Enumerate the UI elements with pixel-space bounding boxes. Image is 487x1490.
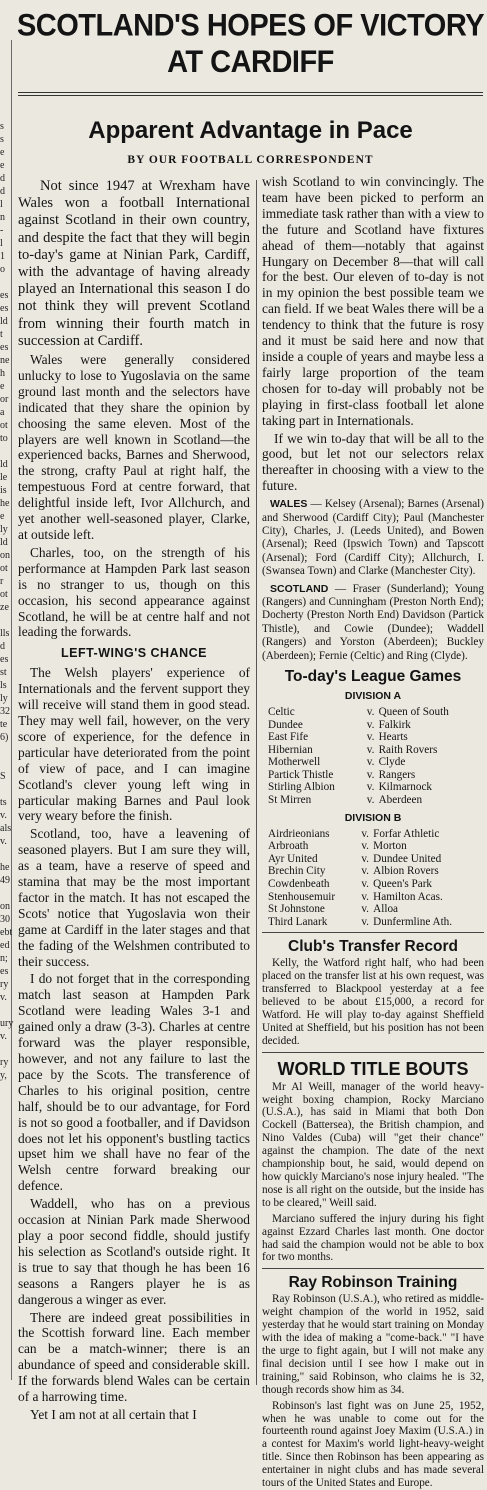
edge-fragment: h [0, 368, 5, 379]
column-divider [256, 180, 257, 1385]
body-paragraph: There are indeed great possibilities in the Scottish forward line. Each member can be a match-winner; there is an abundance of speed and considerable skill. If the forwards blend Wales can be certain of a harrowing time. [18, 1309, 250, 1405]
edge-fragment: on [0, 901, 10, 912]
edge-fragment: s [0, 121, 4, 132]
edge-fragment [0, 887, 11, 900]
fixture-row [268, 731, 478, 744]
division-a-heading: DIVISION A [344, 690, 402, 702]
edge-fragment: S [0, 771, 6, 782]
section-heading: LEFT-WING'S CHANCE [61, 646, 207, 661]
edge-fragment: le [0, 472, 8, 483]
bouts-paragraph: Marciano suffered the injury during his fight against Ezzard Charles last month. One doctor had said the champion would not be able to box for two months. [262, 1212, 484, 1264]
headline-rule-bottom [18, 95, 483, 96]
versus: v. [361, 890, 369, 903]
robinson-paragraph: Ray Robinson (U.S.A.), who retired as middle-weight champion of the world in 1952, said yesterday that he would start training on Monday with the idea of making a "come-back." "I have the urge to fight again, but I will not make any final decision until I see how I make out in training," said Robinson, who claims he is 32, though records show him as 34. [262, 1293, 484, 1396]
versus: v. [361, 852, 369, 865]
versus: v. [361, 840, 369, 853]
right-column [262, 174, 484, 1490]
away-team: Queen of South [378, 705, 449, 718]
headline-line-1: SCOTLAND'S HOPES OF VICTORY [16, 8, 485, 43]
fixture-row [268, 756, 478, 769]
away-team: Falkirk [378, 718, 411, 731]
body-paragraph: Scotland, too, have a leavening of seasoned players. But I am sure they will, as a team, have a reserve of speed and stamina that may be the most important factor in the match. It has not escaped the Scots' notice that Yugoslavia won their game at Cardiff in the later stages and that the fading of the Welshmen contributed to their success. [18, 826, 250, 969]
robinson-paragraph: Robinson's last fight was on June 25, 1952, when he was unable to come out for the fourteenth round against Joey Maxim (U.S.A.) in a contest for Maxim's world light-heavy-weight title. Since then Robinson has been appearing as entertainer in night clubs and has made several tours of the United States and Europe. [262, 1399, 484, 1490]
edge-fragment: d [0, 186, 5, 197]
edge-fragment: ly [0, 693, 8, 704]
subheadline: Apparent Advantage in Pace [88, 117, 413, 144]
transfer-title: Club's Transfer Record [288, 938, 458, 956]
scotland-lineup: SCOTLAND — Fraser (Sunderland); Young (Rangers) and Cunningham (Preston North End); Docherty (Preston North End) Davidson (Partick Thistle), and Cowie (Dundee); Waddell (Rangers) and Yorston (Aberdeen); Buckley (Aberdeen); Fernie (Celtic) and Ring (Clyde). [262, 582, 484, 662]
edge-fragment: y, [0, 1070, 7, 1081]
fixtures-title: To-day's League Games [284, 668, 462, 685]
edge-fragment: ly [0, 524, 8, 535]
home-team: Ayr United [268, 852, 318, 865]
edge-fragment [0, 744, 11, 757]
edge-fragment: o [0, 264, 5, 275]
edge-fragment: v. [0, 1031, 7, 1042]
section-rule [262, 1268, 484, 1269]
scotland-label: SCOTLAND [270, 582, 329, 595]
edge-fragment [0, 1043, 11, 1056]
fixture-row [268, 878, 478, 891]
away-team: Forfar Athletic [373, 827, 440, 840]
bouts-paragraph: Mr Al Weill, manager of the world heavy-weight boxing champion, Rocky Marciano (U.S.A.), has said in Miami that both Don Cockell (Battersea), the British champion, and Nino Valdes (Cuba) will "get their chance" against the champion. The date of the next championship bout, he said, would depend on how quickly Marciano's nose injury healed. "The nose is all right on the outside, but the inside has to be cleared," Weill said. [262, 1080, 484, 1209]
edge-fragment: ury [0, 1018, 14, 1029]
edge-fragment: s [0, 134, 4, 145]
edge-fragment: ld [0, 459, 8, 470]
versus: v. [366, 781, 375, 794]
edge-fragment [0, 1004, 11, 1017]
home-team: Stenhousemuir [268, 890, 336, 903]
edge-fragment: ot [0, 420, 8, 431]
edge-fragment: lls [0, 628, 10, 639]
fixture-row [268, 828, 478, 841]
edge-fragment: r [0, 576, 4, 587]
edge-fragment: 30 [0, 914, 10, 925]
fixture-row [268, 865, 478, 878]
edge-fragment [0, 757, 11, 770]
fixture-row [268, 719, 478, 732]
edge-fragment: v. [0, 992, 7, 1003]
edge-fragment: ot [0, 589, 8, 600]
edge-fragment: d [0, 173, 5, 184]
edge-fragment: es [0, 303, 9, 314]
edge-fragment: es [0, 966, 9, 977]
edge-fragment: ot [0, 563, 8, 574]
edge-fragment: st [0, 667, 7, 678]
fixture-row [268, 891, 478, 904]
away-team: Hearts [378, 731, 408, 744]
home-team: Airdrieonians [268, 827, 330, 840]
body-paragraph: wish Scotland to win convincingly. The team have been picked to perform an immediate task rather than with a view to the future and Scotland have fixtures ahead of them—notably that against Hungary on December 8—that will call for the best. Our eleven of to-day is not in my opinion the best possible team we can field. If we beat Wales there will be a tendency to think that the future is rosy and it must be said here and now that inside a couple of years and maybe less a fairly large proportion of the team chosen for to-day will probably not be playing in first-class football let alone taking part in Internationals. [262, 174, 484, 428]
body-paragraph: The Welsh players' experience of Internationals and the fervent support they will receive will stand them in good stead. They may well fail, however, on the very score of experience, for the defence in particular have deteriorated from the point of view of pace, and I can imagine Scotland's clever young left wing in particular making Barnes and Paul look very weary before the finish. [18, 665, 250, 824]
body-paragraph: Charles, too, on the strength of his performance at Hampden Park last season is no stranger to us, though on this occasion, his second appearance against Scotland, he will be at centre half and not leading the forwards. [18, 544, 250, 640]
division-b-heading: DIVISION B [344, 811, 402, 824]
versus: v. [361, 827, 369, 840]
away-team: Morton [373, 840, 407, 853]
versus: v. [366, 718, 375, 731]
home-team: Partick Thistle [268, 768, 334, 781]
home-team: East Fife [268, 731, 309, 744]
division-b-fixtures [268, 828, 478, 929]
edge-fragment: ze [0, 602, 9, 613]
away-team: Kilmarnock [378, 781, 433, 794]
byline: BY OUR FOOTBALL CORRESPONDENT [127, 154, 374, 166]
body-paragraph: Yet I am not at all certain that I [30, 1406, 197, 1422]
edge-fragment: v. [0, 836, 7, 847]
away-team: Queen's Park [373, 877, 433, 890]
edge-fragment: ts [0, 797, 7, 808]
home-team: Third Lanark [268, 915, 328, 928]
edge-fragment: v. [0, 810, 7, 821]
home-team: Dundee [268, 718, 303, 731]
edge-fragment: on [0, 550, 10, 561]
edge-fragment [0, 276, 11, 289]
versus: v. [366, 768, 375, 781]
edge-fragment: or [0, 394, 9, 405]
home-team: Motherwell [268, 756, 321, 769]
home-team: Brechin City [268, 865, 326, 878]
fixture-row [268, 706, 478, 719]
edge-fragment: 6) [0, 732, 9, 743]
edge-fragment: ry [0, 1057, 9, 1068]
fixture-row [268, 744, 478, 757]
edge-fragment: is [0, 485, 7, 496]
versus: v. [366, 705, 375, 718]
edge-fragment: ld [0, 316, 8, 327]
edge-fragment: to [0, 433, 8, 444]
edge-fragment: t [0, 329, 3, 340]
body-paragraph: Not since 1947 at Wrexham have Wales won a football International against Scotland in their own country, and despite the fact that they will begin to-day's game at Ninian Park, Cardiff, with the advantage of having already played an International this season I do not think they will prevent Scotland from winning their fourth match in succession at Cardiff. [18, 178, 250, 349]
edge-fragment: 49 [0, 875, 10, 886]
title-bouts-heading: WORLD TITLE BOUTS [277, 1058, 469, 1079]
edge-fragment: he [0, 498, 10, 509]
edge-fragment: e [0, 147, 5, 158]
headline-rule-top [18, 92, 483, 93]
edge-fragment: n [0, 212, 5, 223]
versus: v. [366, 756, 375, 769]
away-team: Raith Rovers [378, 743, 438, 756]
away-team: Rangers [378, 768, 416, 781]
fixture-row [268, 903, 478, 916]
edge-fragment: e [0, 381, 5, 392]
versus: v. [361, 903, 369, 916]
edge-fragment: es [0, 342, 9, 353]
body-paragraph: I do not forget that in the corresponding match last season at Hampden Park Scotland were leading Wales 3-1 and gained only a draw (3-3). Charles at centre forward was the player responsible, however, and not any failure to last the pace by the Scots. The transference of Charles to his original position, centre half, should be to our advantage, for Ford is not so good a footballer, and if Davidson does not let his opponent's bustling tactics upset him we shall have no fear of the Welsh centre forward breaking our defence. [18, 971, 250, 1194]
body-paragraph: If we win to-day that will be all to the good, but let not our selectors relax thereafter in choosing with a view to the future. [262, 430, 484, 494]
edge-fragment: 1 [0, 251, 5, 262]
body-paragraph: Wales were generally considered unlucky to lose to Yugoslavia on the same ground last month and the selectors have indicated that they share the opinion by choosing the same eleven. Most of the players are well known in Scotland—the experienced backs, Barnes and Sherwood, the strong, crafty Paul at right half, the tempestuous Ford at centre forward, that delightful inside left, Ivor Allchurch, and yet another well-seasoned player, Clarke, at outside left. [18, 352, 250, 542]
home-team: Celtic [268, 705, 295, 718]
edge-fragment: d [0, 641, 5, 652]
edge-fragment: ld [0, 537, 8, 548]
versus: v. [361, 865, 369, 878]
versus: v. [366, 731, 375, 744]
edge-fragment: als [0, 823, 12, 834]
fixture-row [268, 853, 478, 866]
edge-fragment: - [0, 225, 4, 236]
edge-fragment [0, 848, 11, 861]
away-team: Dunfermline Ath. [373, 915, 453, 928]
away-team: Hamilton Acas. [373, 890, 443, 903]
home-team: St Johnstone [268, 903, 325, 916]
away-team: Clyde [378, 756, 406, 769]
section-rule [262, 932, 484, 933]
home-team: St Mirren [268, 794, 312, 807]
wales-lineup: WALES — Kelsey (Arsenal); Barnes (Arsenal) and Sherwood (Cardiff City); Paul (Manchester City), Charles, J. (Leeds United), and Bowen (Arsenal); Reed (Ipswich Town) and Tapscott (Arsenal); Ford (Cardiff City); Allchurch, I. (Swansea Town) and Clarke (Manchester City). [262, 498, 484, 578]
fixture-row [268, 781, 478, 794]
section-rule [262, 1052, 484, 1053]
fixture-row [268, 916, 478, 929]
headline-line-2: AT CARDIFF [167, 45, 334, 80]
wales-label: WALES [270, 498, 308, 511]
edge-fragment: es [0, 290, 9, 301]
adjacent-column-fragment [0, 40, 12, 1380]
edge-fragment: l [0, 238, 3, 249]
edge-fragment: ne [0, 355, 10, 366]
edge-fragment: ry [0, 979, 9, 990]
away-team: Albion Rovers [373, 865, 439, 878]
home-team: Hibernian [268, 743, 313, 756]
fixture-row [268, 794, 478, 807]
edge-fragment: e [0, 160, 5, 171]
headline [14, 7, 487, 80]
edge-fragment: ed [0, 940, 10, 951]
versus: v. [366, 743, 375, 756]
fixture-row [268, 769, 478, 782]
home-team: Arbroath [268, 840, 309, 853]
versus: v. [361, 877, 369, 890]
edge-fragment: e [0, 511, 5, 522]
home-team: Cowdenbeath [268, 877, 330, 890]
edge-fragment [0, 445, 11, 458]
edge-fragment [0, 783, 11, 796]
edge-fragment [0, 614, 11, 627]
versus: v. [366, 794, 375, 807]
home-team: Stirling Albion [268, 781, 335, 794]
transfer-text: Kelly, the Watford right half, who had been placed on the transfer list at his own request, was transferred to Blackpool yesterday at a fee believed to be about £15,000, a record for Watford. He will play to-day against Sheffield United at Sheffield, but his position has not been decided. [262, 957, 484, 1047]
edge-fragment: n; [0, 953, 8, 964]
edge-fragment: es [0, 654, 9, 665]
fixture-row [268, 840, 478, 853]
robinson-heading: Ray Robinson Training [288, 1274, 458, 1292]
edge-fragment: ebt [0, 927, 13, 938]
article [14, 0, 487, 1490]
edge-fragment: he [0, 862, 10, 873]
left-column [18, 178, 254, 1422]
versus: v. [361, 915, 369, 928]
away-team: Dundee United [373, 852, 442, 865]
division-a-fixtures [268, 706, 478, 807]
body-paragraph: Waddell, who has on a previous occasion at Ninian Park made Sherwood play a poor second fiddle, should justify his selection as Scotland's outside right. It is true to say that though he has been 16 seasons a Rangers player he is as dangerous a winger as ever. [18, 1196, 250, 1307]
edge-fragment: a [0, 407, 5, 418]
away-team: Aberdeen [378, 794, 423, 807]
away-team: Alloa [373, 903, 399, 916]
edge-fragment: ls [0, 680, 7, 691]
edge-fragment: 32 [0, 706, 10, 717]
edge-fragment: l [0, 199, 3, 210]
edge-fragment: te [0, 719, 8, 730]
